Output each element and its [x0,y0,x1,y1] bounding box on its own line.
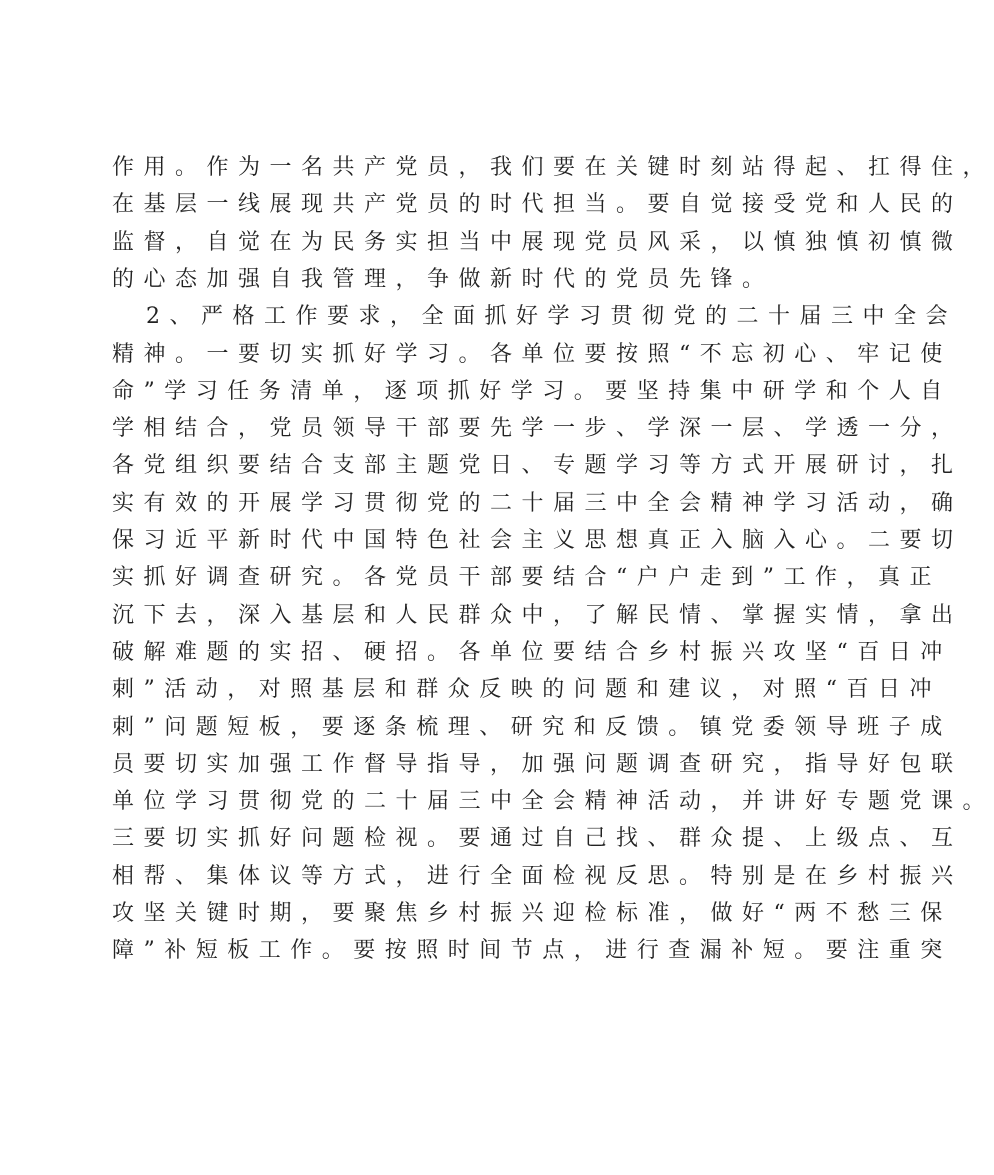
text-line: 监督，自觉在为民务实担当中展现党员风采，以慎独慎初慎微 [112,229,963,255]
text-line: 各党组织要结合支部主题党日、专题学习等方式开展研讨，扎 [112,453,963,479]
text-line: 实抓好调查研究。各党员干部要结合“户户走到”工作，真正 [112,565,941,591]
text-line: 员要切实加强工作督导指导，加强问题调查研究，指导好包联 [112,751,963,777]
text-line: 沉下去，深入基层和人民群众中，了解民情、掌握实情，拿出 [112,602,963,628]
text-line: 保习近平新时代中国特色社会主义思想真正入脑入心。二要切 [112,528,963,553]
text-line: 三要切实抓好问题检视。要通过自己找、群众提、上级点、互 [112,826,963,852]
text-line: 的心态加强自我管理，争做新时代的党员先锋。 [112,266,774,292]
text-line: 单位学习贯彻党的二十届三中全会精神活动，并讲好专题党课。 [112,789,994,815]
text-line: 攻坚关键时期，要聚焦乡村振兴迎检标准，做好“两不愁三保 [112,901,952,926]
text-line: 破解难题的实招、硬招。各单位要结合乡村振兴攻坚“百日冲 [112,639,952,665]
text-line: 实有效的开展学习贯彻党的二十届三中全会精神学习活动，确 [112,490,963,516]
text-line: 相帮、集体议等方式，进行全面检视反思。特别是在乡村振兴 [112,863,963,889]
text-line: 刺”问题短板，要逐条梳理、研究和反馈。镇党委领导班子成 [112,714,952,740]
text-line: 障”补短板工作。要按照时间节点，进行查漏补短。要注重突 [112,938,952,964]
text-line: 在基层一线展现共产党员的时代担当。要自觉接受党和人民的 [112,192,963,218]
text-line: 学相结合，党员领导干部要先学一步、学深一层、学透一分， [112,416,963,442]
text-line: 命”学习任务清单，逐项抓好学习。要坚持集中研学和个人自 [112,378,952,404]
text-line: 精神。一要切实抓好学习。各单位要按照“不忘初心、牢记使 [112,341,952,367]
text-line: 作用。作为一名共产党员，我们要在关键时刻站得起、扛得住， [112,155,994,180]
text-line: 刺”活动，对照基层和群众反映的问题和建议，对照“百日冲 [112,677,941,703]
text-line: 2、严格工作要求，全面抓好学习贯彻党的二十届三中全会 [146,304,957,330]
